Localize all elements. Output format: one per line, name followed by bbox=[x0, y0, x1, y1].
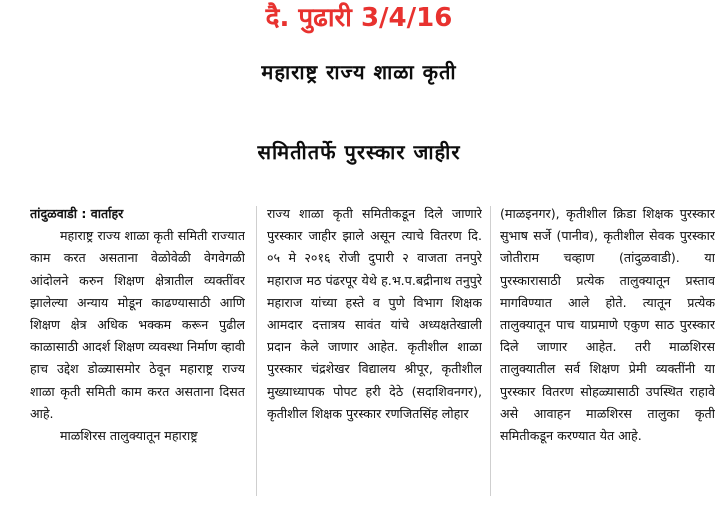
article-column-2 bbox=[267, 203, 482, 425]
article-column-1 bbox=[30, 203, 245, 447]
byline: तांदुळवाडी : वार्ताहर bbox=[30, 206, 124, 221]
masthead-date: दै. पुढारी 3/4/16 bbox=[265, 3, 453, 33]
column-1-paragraph-1: महाराष्ट्र राज्य शाळा कृती समिती राज्यात काम करत असताना वेळोवेळी वेगवेगळी आंदोलने करुन शिक्षण क्षेत्रातील व्यक्तींवर झालेल्या अन्याय मोडून काढण्यासाठी आणि शिक्षण क्षेत्र अधिक भक्कम करून पुढील काळासाठी आदर्श शिक्षण व्यवस्था निर्माण व्हावी हाच उद्देश डोळ्यासमोर ठेवून महाराष्ट्र राज्य शाळा कृती समिती काम करत असताना दिसत आहे. bbox=[30, 228, 245, 421]
article-body bbox=[30, 203, 715, 503]
column-1-paragraph-2: माळशिरस तालुक्यातून महाराष्ट्र bbox=[60, 428, 198, 444]
column-2-text: राज्य शाळा कृती समितीकडून दिले जाणारे पुरस्कार जाहीर झाले असून त्याचे वितरण दि. ०५ मे २०१६ रोजी दुपारी २ वाजता तनपुरे महाराज मठ पंढरपूर येथे ह.भ.प.बद्रीनाथ तनुपुरे महाराज यांच्या हस्ते व पुणे विभाग शिक्षक आमदार दत्तात्रय सावंत यांचे अध्यक्षतेखाली प्रदान केले जाणार आहेत. कृतीशील शाळा पुरस्कार चंद्रशेखर विद्यालय श्रीपूर, कृतीशील मुख्याध्यापक पोपट हरी देठे (सदाशिवनगर), कृतीशील शिक्षक पुरस्कार रणजितसिंह लोहार bbox=[267, 206, 482, 421]
article-column-3 bbox=[500, 203, 715, 447]
column-3-text: (माळइनगर), कृतीशील क्रिडा शिक्षक पुरस्कार सुभाष सर्जे (पानीव), कृतीशील सेवक पुरस्कार जोतीराम चव्हाण (तांदुळवाडी). या पुरस्कारासाठी प्रत्येक तालुक्यातून प्रस्ताव मागविण्यात आले होते. त्यातून प्रत्येक तालुक्यातून पाच याप्रमाणे एकुण साठ पुरस्कार दिले जाणार आहेत. तरी माळशिरस तालुक्यातील सर्व शिक्षण प्रेमी व्यक्तींनी या पुरस्कार वितरण सोहळ्यासाठी उपस्थित राहावे असे आवाहन माळशिरस तालुका कृती समितीकडून करण्यात येत आहे. bbox=[500, 206, 715, 444]
headline-line-2: समितीतर्फे पुरस्कार जाहीर bbox=[257, 140, 461, 164]
headline-line-1: महाराष्ट्र राज्य शाळा कृती bbox=[261, 60, 457, 84]
